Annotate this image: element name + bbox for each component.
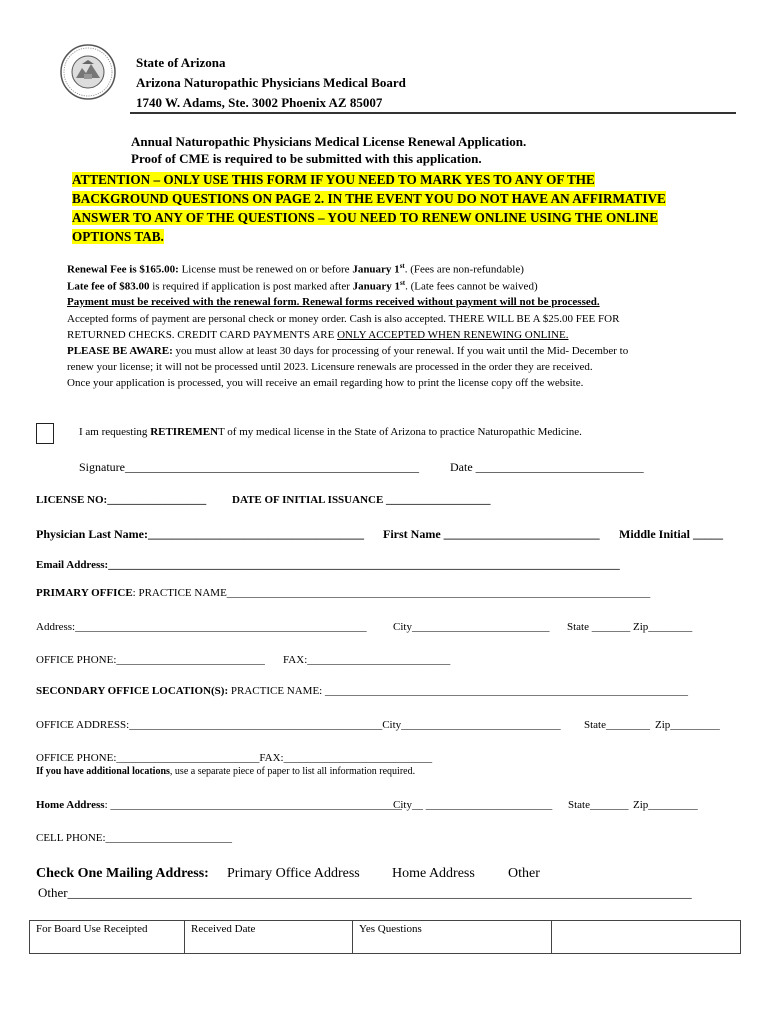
zip2-field[interactable]: Zip_________ (655, 719, 720, 731)
home-address-text: : _____________________________________________________ (104, 799, 402, 811)
mailing-label: Check One Mailing Address: (36, 866, 209, 881)
middle-initial-field[interactable]: Middle Initial _____ (619, 527, 724, 541)
attention-notice (72, 170, 752, 246)
mailing-other-field[interactable]: Other________________________________________________________________________________________________ (38, 885, 692, 900)
renewal-fee-label: Renewal Fee is $165.00: (67, 263, 179, 276)
retirement-pre: I am requesting (79, 426, 151, 438)
late-date: January 1 (352, 280, 400, 293)
attention-line-2: BACKGROUND QUESTIONS ON PAGE 2. IN THE EVENT YOU DO NOT HAVE AN AFFIRMATIVE (72, 191, 666, 206)
home-address-field[interactable] (36, 799, 402, 811)
retirement-bold: RETIREMEN (150, 426, 219, 438)
additional-locations-note (36, 766, 415, 777)
home-address-label: Home Address (36, 799, 105, 811)
zip-field[interactable]: Zip________ (633, 621, 693, 633)
additional-locations-text: , use a separate piece of paper to list all information required. (169, 766, 416, 777)
renewal-date-sup: st (399, 262, 405, 270)
email-field[interactable]: Email Address:_____________________________________________________________________________________________ (36, 559, 620, 571)
last-name-field[interactable]: Physician Last Name:____________________________________ (36, 527, 364, 541)
accepted-payment-line-2 (67, 329, 568, 341)
first-name-field[interactable]: First Name __________________________ (383, 527, 600, 541)
state-field[interactable]: State _______ (567, 621, 631, 633)
home-state-field[interactable]: State_______ (568, 799, 629, 811)
board-address: 1740 W. Adams, Ste. 3002 Phoenix AZ 85007 (136, 95, 383, 110)
board-use-cell-received-date: Received Date (185, 921, 353, 954)
retirement-request (79, 426, 582, 438)
late-fee-label: Late fee of $83.00 (67, 280, 150, 293)
renewal-fee-line (67, 262, 524, 276)
board-use-cell-blank (552, 921, 741, 954)
accepted-payment-text: RETURNED CHECKS. CREDIT CARD PAYMENTS ARE (67, 329, 338, 341)
late-date-sup: st (400, 279, 406, 287)
renewal-fee-tail: . (Fees are non-refundable) (404, 263, 524, 276)
attention-line-4: OPTIONS TAB. (72, 229, 164, 244)
late-fee-line (67, 279, 538, 293)
attention-line-1: ATTENTION – ONLY USE THIS FORM IF YOU NEED TO MARK YES TO ANY OF THE (72, 172, 595, 187)
state-name: State of Arizona (136, 55, 226, 70)
home-zip-field[interactable]: Zip_________ (633, 799, 698, 811)
late-fee-tail: . (Late fees cannot be waived) (405, 280, 538, 293)
renewal-date: January 1 (352, 263, 400, 276)
application-title: Annual Naturopathic Physicians Medical License Renewal Application. (131, 134, 527, 149)
header-rule (130, 112, 736, 114)
board-use-cell-yes-questions: Yes Questions (353, 921, 552, 954)
secondary-office-field[interactable] (36, 685, 688, 697)
arizona-seal-icon (60, 44, 116, 100)
accepted-payment-line-1: Accepted forms of payment are personal check or money order. Cash is also accepted. THERE WILL BE A $25.00 FEE FOR (67, 313, 620, 325)
aware-line-3: Once your application is processed, you will receive an email regarding how to print the license copy off the website. (67, 377, 584, 389)
mailing-home-option[interactable]: Home Address (392, 866, 475, 881)
fax-field[interactable]: FAX:__________________________ (283, 654, 451, 666)
aware-line-1 (67, 345, 628, 357)
mailing-other-option[interactable]: Other (508, 866, 540, 881)
home-city-field[interactable]: City__ _______________________ (393, 799, 553, 811)
aware-label: PLEASE BE AWARE: (67, 345, 173, 357)
initial-issuance-field[interactable]: DATE OF INITIAL ISSUANCE ___________________ (232, 494, 491, 506)
primary-office-text: : PRACTICE NAME_____________________________________________________________________________ (132, 587, 651, 599)
board-name: Arizona Naturopathic Physicians Medical Board (136, 75, 406, 90)
online-only-notice: ONLY ACCEPTED WHEN RENEWING ONLINE. (337, 329, 569, 341)
mailing-primary-option[interactable]: Primary Office Address (227, 866, 360, 881)
secondary-office-label: SECONDARY OFFICE LOCATION(S): (36, 685, 229, 697)
city-field[interactable]: City_________________________ (393, 621, 550, 633)
renewal-fee-text: License must be renewed on or before (178, 263, 353, 276)
cme-notice: Proof of CME is required to be submitted with this application. (131, 151, 482, 166)
additional-locations-bold: If you have additional locations (36, 766, 170, 777)
office-phone-field[interactable]: OFFICE PHONE:___________________________ (36, 654, 265, 666)
payment-rule: Payment must be received with the renewal form. Renewal forms received without payment will not be processed. (67, 296, 600, 308)
board-use-cell-receipted: For Board Use Receipted (30, 921, 185, 954)
attention-line-3: ANSWER TO ANY OF THE QUESTIONS – YOU NEED TO RENEW ONLINE USING THE ONLINE (72, 210, 659, 225)
signature-field[interactable]: Signature_________________________________________________ (79, 460, 419, 474)
cell-phone-field[interactable]: CELL PHONE:_______________________ (36, 832, 233, 844)
primary-office-field[interactable] (36, 587, 650, 599)
secondary-office-text: PRACTICE NAME: __________________________________________________________________ (228, 685, 688, 697)
retirement-post: T of my medical license in the State of Arizona to practice Naturopathic Medicine. (218, 426, 582, 438)
primary-office-label: PRIMARY OFFICE (36, 587, 133, 599)
address-field[interactable]: Address:_____________________________________________________ (36, 621, 367, 633)
office-address-field[interactable]: OFFICE ADDRESS:______________________________________________City_____________________________ (36, 719, 561, 731)
aware-text-1: you must allow at least 30 days for processing of your renewal. If you wait until the Mid- December to (172, 345, 629, 357)
state2-field[interactable]: State________ (584, 719, 650, 731)
board-use-row (30, 921, 741, 954)
office-phone2-field[interactable]: OFFICE PHONE:__________________________FAX:___________________________ (36, 752, 433, 764)
aware-line-2: renew your license; it will not be processed until 2023. Licensure renewals are processed in the order they are received. (67, 361, 593, 373)
retirement-checkbox[interactable] (36, 423, 54, 444)
board-use-table (29, 920, 741, 954)
signature-date-field[interactable]: Date ____________________________ (450, 460, 644, 474)
license-no-field[interactable]: LICENSE NO:__________________ (36, 494, 207, 506)
late-fee-text: is required if application is post marked after (149, 280, 353, 293)
